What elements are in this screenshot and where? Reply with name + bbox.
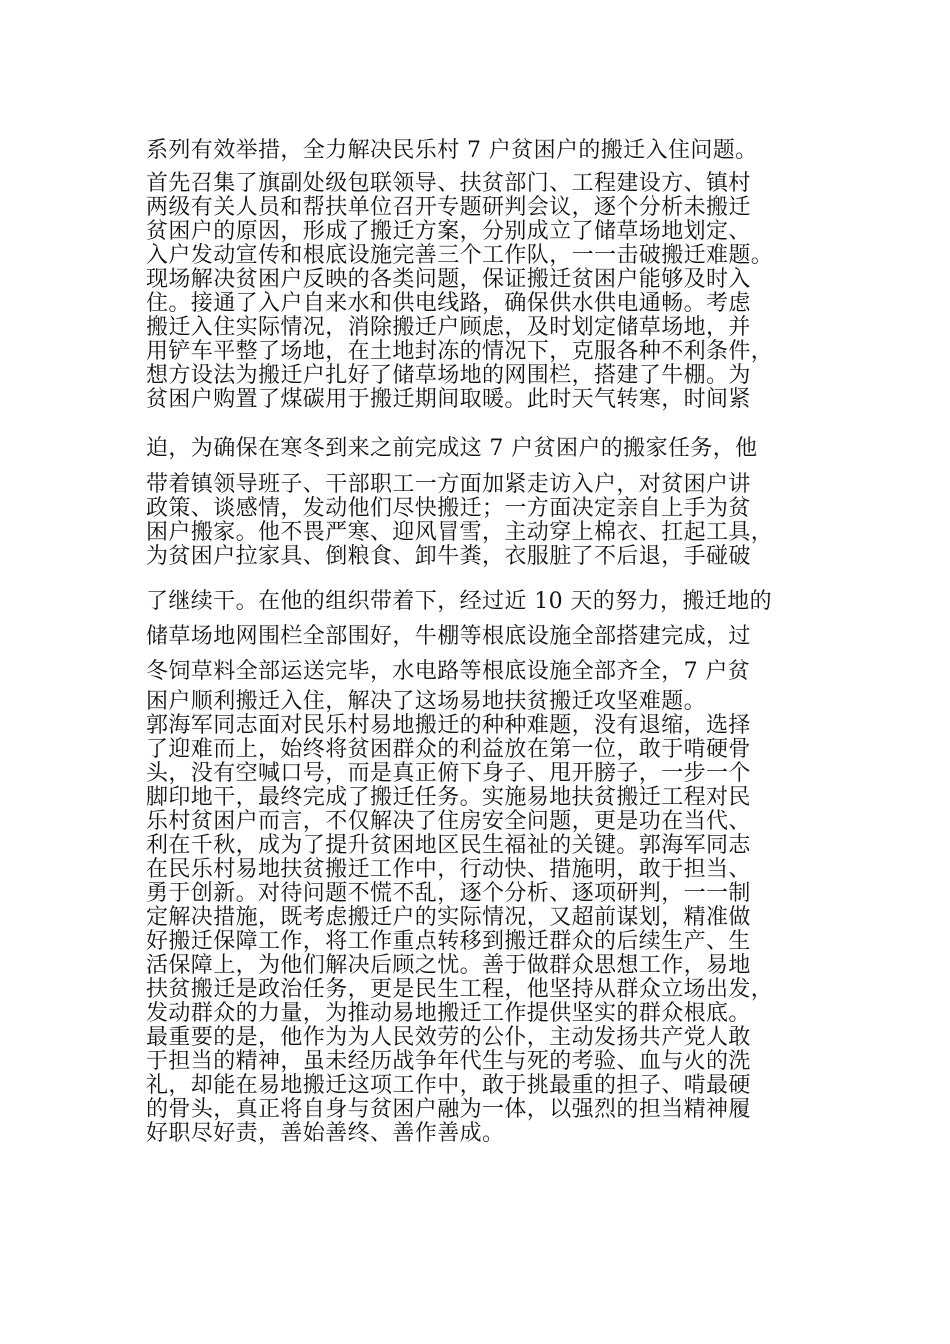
- text-line: 礼，却能在易地搬迁这项工作中，敢于挑最重的担子、啃最硬: [146, 1073, 751, 1098]
- text-line: 于担当的精神，虽未经历战争年代生与死的考验、血与火的洗: [146, 1049, 751, 1074]
- text-line: 乐村贫困户而言，不仅解决了住房安全问题，更是功在当代、: [146, 809, 751, 834]
- text-line: 现场解决贫困户反映的各类问题，保证搬迁贫困户能够及时入: [146, 267, 751, 292]
- text-line: 定解决措施，既考虑搬迁户的实际情况，又超前谋划，精准做: [146, 905, 751, 930]
- text-line: 政策、谈感情，发动他们尽快搬迁；一方面决定亲自上手为贫: [146, 496, 751, 521]
- text-line: 迫，为确保在寒冬到来之前完成这 7 户贫困户的搬家任务，他: [146, 436, 758, 461]
- paragraph-2: [146, 172, 818, 412]
- text-line: 带着镇领导班子、干部职工一方面加紧走访入户，对贫困户讲: [146, 472, 751, 497]
- text-line: 想方设法为搬迁户扎好了储草场地的网围栏，搭建了牛棚。为: [146, 363, 751, 388]
- text-line: 扶贫搬迁是政治任务，更是民生工程，他坚持从群众立场出发，: [146, 977, 774, 1002]
- text-line: 为贫困户拉家具、倒粮食、卸牛粪，衣服脏了不后退，手碰破: [146, 544, 751, 569]
- text-line: 首先召集了旗副处级包联领导、扶贫部门、工程建设方、镇村: [146, 171, 751, 196]
- text-line: 郭海军同志面对民乐村易地搬迁的种种难题，没有退缩，选择: [146, 713, 751, 738]
- text-line: 勇于创新。对待问题不慌不乱，逐个分析、逐项研判，一一制: [146, 881, 751, 906]
- paragraph-4: [146, 473, 818, 569]
- text-line: 贫困户购置了煤碳用于搬迁期间取暖。此时天气转寒，时间紧: [146, 387, 751, 412]
- text-line: 两级有关人员和帮扶单位召开专题研判会议，逐个分析未搬迁: [146, 195, 751, 220]
- text-line: 入户发动宣传和根底设施完善三个工作队，一一击破搬迁难题。: [146, 243, 774, 268]
- text-line: 最重要的是，他作为为人民效劳的公仆，主动发扬共产党人敢: [146, 1025, 751, 1050]
- text-line: 系列有效举措，全力解决民乐村 7 户贫困户的搬迁入住问题。: [146, 138, 758, 163]
- text-line: 住。接通了入户自来水和供电线路，确保供水供电通畅。考虑: [146, 291, 751, 316]
- text-line: 了继续干。在他的组织带着下，经过近 10 天的努力，搬迁地的: [146, 589, 772, 614]
- text-line: 脚印地干，最终完成了搬迁任务。实施易地扶贫搬迁工程对民: [146, 785, 751, 810]
- text-line: 头，没有空喊口号，而是真正俯下身子、甩开膀子，一步一个: [146, 761, 751, 786]
- text-line: 贫困户的原因，形成了搬迁方案，分别成立了储草场地划定、: [146, 219, 751, 244]
- paragraph-6: [146, 690, 818, 1146]
- paragraph-5: [146, 584, 818, 689]
- text-line: 搬迁入住实际情况，消除搬迁户顾虑，及时划定储草场地，并: [146, 315, 751, 340]
- text-line: 发动群众的力量，为推动易地搬迁工作提供坚实的群众根底。: [146, 1001, 751, 1026]
- paragraph-3: [146, 434, 818, 464]
- paragraph-1: [146, 136, 818, 166]
- text-line: 的骨头，真正将自身与贫困户融为一体，以强烈的担当精神履: [146, 1097, 751, 1122]
- text-line: 冬饲草料全部运送完毕，水电路等根底设施全部齐全，7 户贫: [146, 659, 751, 684]
- text-line: 用铲车平整了场地，在土地封冻的情况下，克服各种不利条件，: [146, 339, 774, 364]
- text-line: 好职尽好责，善始善终、善作善成。: [146, 1121, 505, 1146]
- text-line: 了迎难而上，始终将贫困群众的利益放在第一位，敢于啃硬骨: [146, 737, 751, 762]
- text-line: 在民乐村易地扶贫搬迁工作中，行动快、措施明，敢于担当、: [146, 857, 751, 882]
- text-line: 好搬迁保障工作，将工作重点转移到搬迁群众的后续生产、生: [146, 929, 751, 954]
- text-line: 困户搬家。他不畏严寒、迎风冒雪，主动穿上棉衣、扛起工具，: [146, 520, 774, 545]
- text-line: 活保障上，为他们解决后顾之忧。善于做群众思想工作，易地: [146, 953, 751, 978]
- text-line: 利在千秋，成为了提升贫困地区民生福祉的关键。郭海军同志: [146, 833, 751, 858]
- text-line: 困户顺利搬迁入住，解决了这场易地扶贫搬迁攻坚难题。: [146, 689, 707, 714]
- text-line: 储草场地网围栏全部围好，牛棚等根底设施全部搭建完成，过: [146, 624, 751, 649]
